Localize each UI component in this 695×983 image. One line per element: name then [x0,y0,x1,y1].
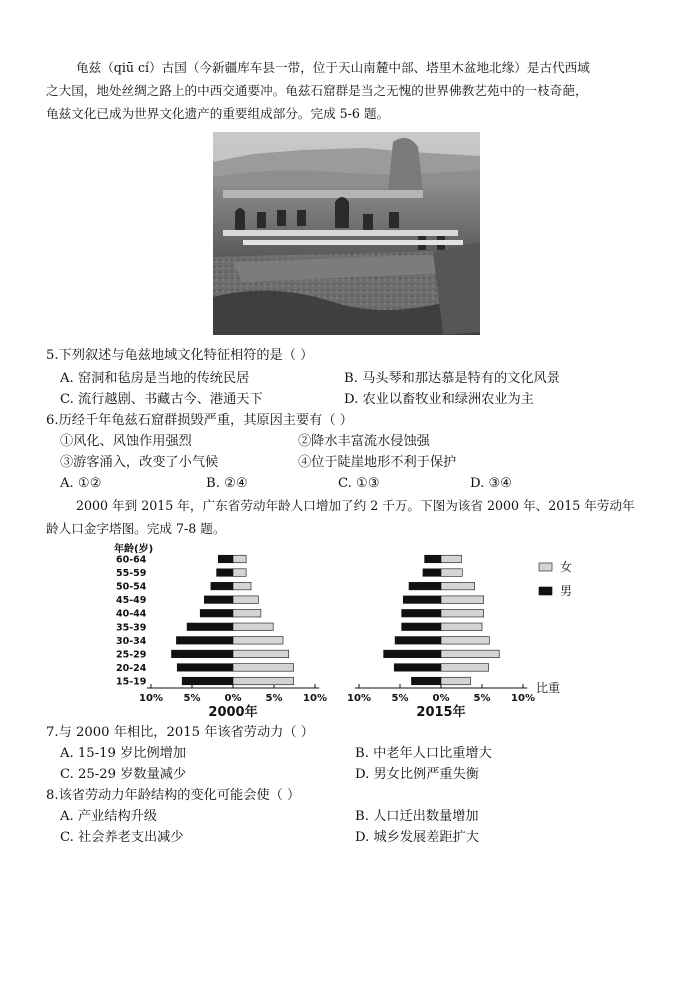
qiuci-intro-line3: 龟兹文化已成为世界文化遗产的重要组成部分。完成 5-6 题。 [46,106,390,121]
male-bar [182,677,233,685]
age-group-label: 20-24 [116,662,147,674]
guangdong-intro-line1: 2000 年到 2015 年，广东省劳动年龄人口增加了约 2 千万。下图为该省 2000 年、2015 年劳动年 [76,498,635,513]
question-7-stem: 7.与 2000 年相比，2015 年该省劳动力（ ） [46,725,314,740]
qiuci-intro-line2: 之大国，地处丝绸之路上的中西交通要冲。龟兹石窟群是当之无愧的世界佛教艺苑中的一枝奇葩， [46,83,588,98]
female-bar [441,555,462,563]
male-bar [218,555,233,563]
age-group-label: 35-39 [116,622,147,634]
x-tick-label: 0% [224,693,242,704]
q5-option-a: A. 窑洞和毡房是当地的传统民居 [60,371,250,386]
x-tick-label: 10% [511,693,535,704]
guangdong-intro-line2: 龄人口金字塔图。完成 7-8 题。 [46,521,226,536]
female-bar [441,596,484,604]
male-bar [411,677,441,685]
x-tick-label: 10% [303,693,327,704]
male-bar [211,582,233,590]
q6-statement-4: ④位于陡崖地形不利于保护 [298,455,457,470]
q7-option-c: C. 25-29 岁数量减少 [60,767,187,782]
male-bar [217,569,233,577]
x-tick-label: 5% [265,693,283,704]
q8-option-b: B. 人口迁出数量增加 [355,809,479,824]
legend-female-label: 女 [560,560,573,574]
legend-female-swatch [539,563,552,571]
q7-option-b: B. 中老年人口比重增大 [355,746,492,761]
female-bar [233,609,261,617]
male-bar [187,623,233,631]
x-tick-label: 10% [139,693,163,704]
female-bar [441,569,462,577]
male-bar [402,623,441,631]
male-bar [425,555,441,563]
legend-male-swatch [539,587,552,595]
female-bar [233,569,246,577]
male-bar [394,664,441,672]
x-tick-label: 0% [432,693,450,704]
q6-option-a: A. ①② [60,476,102,491]
question-6-stem: 6.历经千年龟兹石窟群损毁严重，其原因主要有（ ） [46,413,353,428]
q8-option-d: D. 城乡发展差距扩大 [355,830,479,845]
age-group-label: 45-49 [116,595,147,607]
x-axis-label: 比重 [536,681,561,695]
q8-option-c: C. 社会养老支出减少 [60,830,184,845]
q5-option-b: B. 马头琴和那达慕是特有的文化风景 [344,371,560,386]
male-bar [384,650,441,658]
male-bar [409,582,441,590]
male-bar [172,650,234,658]
female-bar [441,664,489,672]
pyramid-title: 2015年 [416,705,466,720]
male-bar [403,596,441,604]
legend-male-label: 男 [560,584,573,598]
age-group-label: 40-44 [116,608,147,620]
male-bar [204,596,233,604]
female-bar [441,609,484,617]
age-group-label: 25-29 [116,649,147,661]
female-bar [233,596,258,604]
x-tick-label: 5% [183,693,201,704]
age-group-label: 50-54 [116,581,147,593]
female-bar [233,637,283,645]
pyramid-title: 2000年 [208,705,258,720]
q6-option-c: C. ①③ [338,476,380,491]
male-bar [395,637,441,645]
q6-option-b: B. ②④ [206,476,248,491]
q6-statement-2: ②降水丰富流水侵蚀强 [298,434,430,449]
female-bar [441,637,489,645]
male-bar [423,569,441,577]
q6-statement-3: ③游客涌入，改变了小气候 [60,455,219,470]
age-group-label: 30-34 [116,635,147,647]
x-tick-label: 5% [473,693,491,704]
male-bar [402,609,441,617]
y-axis-title: 年龄(岁) [114,544,154,555]
q6-statement-1: ①风化、风蚀作用强烈 [60,434,192,449]
q8-option-a: A. 产业结构升级 [60,809,158,824]
female-bar [233,664,294,672]
male-bar [177,664,233,672]
female-bar [233,650,289,658]
qiuci-intro-line1: 龟兹（qiū cí）古国（今新疆库车县一带，位于天山南麓中部、塔里木盆地北缘）是古代西域 [76,60,590,75]
x-tick-label: 5% [391,693,409,704]
female-bar [233,677,294,685]
q7-option-d: D. 男女比例严重失衡 [355,767,479,782]
female-bar [441,677,471,685]
q5-option-c: C. 流行越剧、书藏古今、港通天下 [60,392,263,407]
male-bar [200,609,233,617]
female-bar [233,582,251,590]
q6-option-d: D. ③④ [470,476,513,491]
female-bar [441,623,482,631]
question-5-stem: 5.下列叙述与龟兹地域文化特征相符的是（ ） [46,348,314,363]
age-group-label: 15-19 [116,676,147,688]
q5-option-d: D. 农业以畜牧业和绿洲农业为主 [344,392,534,407]
male-bar [176,637,233,645]
age-group-label: 60-64 [116,554,147,566]
female-bar [233,623,273,631]
age-group-label: 55-59 [116,568,147,580]
female-bar [441,582,475,590]
female-bar [233,555,246,563]
q7-option-a: A. 15-19 岁比例增加 [60,746,187,761]
x-tick-label: 10% [347,693,371,704]
female-bar [441,650,499,658]
question-8-stem: 8.该省劳动力年龄结构的变化可能会使（ ） [46,788,301,803]
